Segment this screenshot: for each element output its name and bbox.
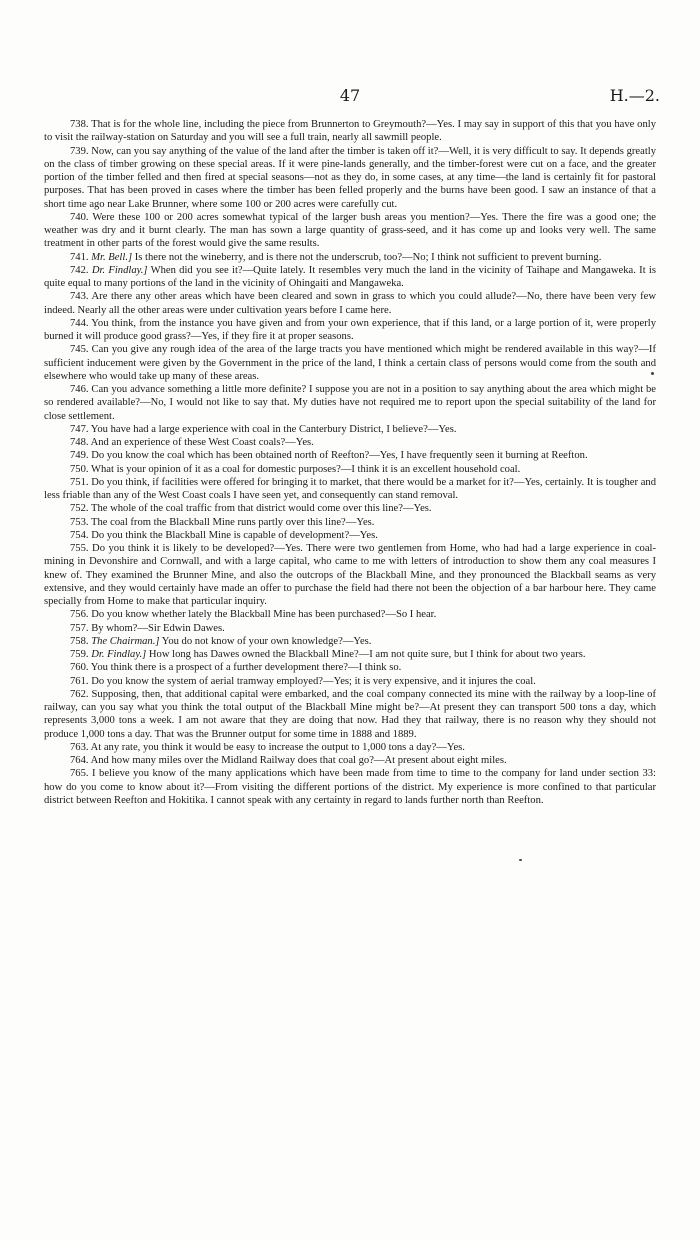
paragraph-text: How long has Dawes owned the Blackball Mine?—I am not quite sure, but I think for about two years.: [146, 649, 586, 660]
paragraph-text: When did you see it?—Quite lately. It resembles very much the land in the vicinity of Taihape and Mangaweka. It is quite equal to many portions of the land in the vicinity of Ohingaiti and Mangaweka.: [44, 264, 656, 289]
question-number: 759.: [70, 649, 92, 660]
testimony-paragraph: [44, 449, 656, 462]
paragraph-text: 754. Do you think the Blackball Mine is capable of development?—Yes.: [70, 529, 378, 541]
document-reference: H.—2.: [609, 86, 660, 105]
paragraph-text: 760. You think there is a prospect of a further development there?—I think so.: [70, 662, 402, 674]
testimony-paragraph: [44, 688, 656, 741]
testimony-paragraph: [44, 118, 656, 145]
paragraph-text: 738. That is for the whole line, including the piece from Brunnerton to Greymouth?—Yes. I may say in support of this that you have only to visit the railway-station on Saturday and you will see a full train, nearly all sawmill people.: [44, 119, 656, 144]
paragraph-text: 752. The whole of the coal traffic from that district would come over this line?—Yes.: [70, 503, 432, 515]
speaker-name: The Chairman.]: [91, 635, 160, 647]
testimony-paragraph: [44, 423, 656, 436]
testimony-paragraph: [44, 542, 656, 608]
testimony-paragraph: [44, 436, 656, 449]
paragraph-text: 739. Now, can you say anything of the value of the land after the timber is taken off it?—Well, it is very difficult to say. It depends greatly on the class of timber growing on these special areas. If it were pine-lands generally, and the timber-forest were cut on a face, and the greater portion of the timber felled and then fired at special seasons—not as they do, in some cases, at any time—the land is certainly fit for pastoral purposes. That has been proved in cases where the timber has been felled properly and the burns have been good. I saw an instance of that a short time ago near Lake Brunner, where some 100 or 200 acres were carefully cut.: [44, 145, 656, 210]
margin-speck: [651, 372, 654, 375]
paragraph-text: 761. Do you know the system of aerial tramway employed?—Yes; it is very expensive, and it injures the coal.: [70, 675, 536, 687]
question-number: 742.: [70, 264, 92, 276]
paragraph-text: 756. Do you know whether lately the Blackball Mine has been purchased?—So I hear.: [70, 609, 437, 621]
testimony-paragraph: [44, 529, 656, 542]
testimony-paragraph: [44, 622, 656, 635]
paragraph-text: Is there not the wineberry, and is there not the underscrub, too?—No; I think not sufficient to prevent burning.: [132, 251, 602, 263]
testimony-paragraph: [44, 661, 656, 674]
testimony-paragraph: [44, 767, 656, 807]
paragraph-text: You do not know of your own knowledge?—Yes.: [159, 635, 372, 647]
testimony-paragraph: [44, 741, 656, 754]
paragraph-text: 753. The coal from the Blackball Mine runs partly over this line?—Yes.: [70, 516, 375, 528]
paragraph-text: 743. Are there any other areas which have been cleared and sown in grass to which you could allude?—No, there have been very few indeed. Nearly all the other areas were under cultivation years before I came here.: [44, 291, 656, 316]
paragraph-text: 747. You have had a large experience with coal in the Canterbury District, I believe?—Yes.: [70, 423, 457, 435]
testimony-paragraph: [44, 648, 656, 661]
paragraph-text: 749. Do you know the coal which has been obtained north of Reefton?—Yes, I have frequently seen it burning at Reefton.: [70, 450, 588, 462]
testimony-paragraph: [44, 635, 656, 648]
paragraph-text: 757. By whom?—Sir Edwin Dawes.: [70, 622, 225, 634]
margin-speck: [519, 859, 522, 861]
paragraph-text: 746. Can you advance something a little more definite? I suppose you are not in a position to say anything about the area which might be so rendered available?—No, I would not like to say that. My duties have not required me to report upon the special suitability of the land for close settlement.: [44, 384, 656, 422]
paragraph-text: 751. Do you think, if facilities were offered for bringing it to market, that there would be a market for it?—Yes, certainly. It is tougher and less friable than any of the West Coast coals I have seen yet, and consequently can stand removal.: [44, 476, 656, 501]
testimony-paragraph: [44, 502, 656, 515]
speaker-name: Mr. Bell.]: [91, 251, 133, 263]
testimony-paragraph: [44, 383, 656, 423]
testimony-paragraph: [44, 476, 656, 503]
speaker-name: Dr. Findlay.]: [91, 264, 148, 276]
testimony-paragraph: [44, 317, 656, 344]
testimony-paragraph: [44, 211, 656, 251]
paragraph-text: 750. What is your opinion of it as a coal for domestic purposes?—I think it is an excellent household coal.: [70, 463, 521, 475]
testimony-paragraph: [44, 608, 656, 621]
question-number: 741.: [70, 251, 92, 263]
document-body: [44, 118, 656, 807]
paragraph-text: 763. At any rate, you think it would be easy to increase the output to 1,000 tons a day?—Yes.: [70, 741, 465, 753]
testimony-paragraph: [44, 264, 656, 291]
page-header: [40, 86, 660, 110]
paragraph-text: 748. And an experience of these West Coast coals?—Yes.: [70, 437, 314, 448]
testimony-paragraph: [44, 251, 656, 264]
paragraph-text: 740. Were these 100 or 200 acres somewhat typical of the larger bush areas you mention?—Yes. There the fire was a good one; the weather was dry and it burnt clearly. The man has sown a large quantity of grass-seed, and it has come up and looks very well. The same treatment in other parts of the forest would give the same results.: [44, 211, 656, 250]
testimony-paragraph: [44, 290, 656, 317]
testimony-paragraph: [44, 516, 656, 529]
paragraph-text: 744. You think, from the instance you have given and from your own experience, that if this land, or a large portion of it, were properly burned it will produce good grass?—Yes, if they fire it at proper seasons.: [44, 317, 656, 342]
paragraph-text: 755. Do you think it is likely to be developed?—Yes. There were two gentlemen from Home, who had had a large experience in coal-mining in Devonshire and Cornwall, and with a large capital, who came to me with letters of introduction to show them any coal measures I knew of. They examined the Brunner Mine, and also the outcrops of the Blackball Mine, and they pronounced the Blackball seams as very extensive, and they would certainly have made an offer to purchase the field had there not been the objection of a bar harbour here. They came specially from Home to make that particular inquiry.: [44, 543, 656, 607]
testimony-paragraph: [44, 145, 656, 211]
paragraph-text: 764. And how many miles over the Midland Railway does that coal go?—At present about eight miles.: [70, 755, 507, 766]
paragraph-text: 765. I believe you know of the many applications which have been made from time to time to the company for land under section 33: how do you come to know about it?—From visiting the different portions of the district. My experience is more confined to that particular district between Reefton and Hokitika. I cannot speak with any certainty in regard to lands further north than Reefton.: [44, 768, 656, 806]
testimony-paragraph: [44, 754, 656, 767]
speaker-name: Dr. Findlay.]: [91, 649, 147, 660]
testimony-paragraph: [44, 343, 656, 383]
question-number: 758.: [70, 635, 92, 647]
paragraph-text: 745. Can you give any rough idea of the area of the large tracts you have mentioned which might be rendered available in this way?—If sufficient inducement were given by the Government in the price of the land, I think a certain class of persons would come from the south and elsewhere who would take up many of these areas.: [44, 344, 656, 382]
testimony-paragraph: [44, 463, 656, 476]
testimony-paragraph: [44, 675, 656, 688]
paragraph-text: 762. Supposing, then, that additional capital were embarked, and the coal company connected its mine with the railway by a loop-line of railway, can you say what you think the total output of the Blackball Mine might be?—At present they can transport 500 tons a day, which represents 3,000 tons a week. I am not aware that they are doing that now. Had they that railway, there is no reason why they should not produce 1,000 tons a day. That was the Brunner output for some time in 1888 and 1889.: [44, 688, 656, 740]
page-number: 47: [339, 86, 361, 105]
